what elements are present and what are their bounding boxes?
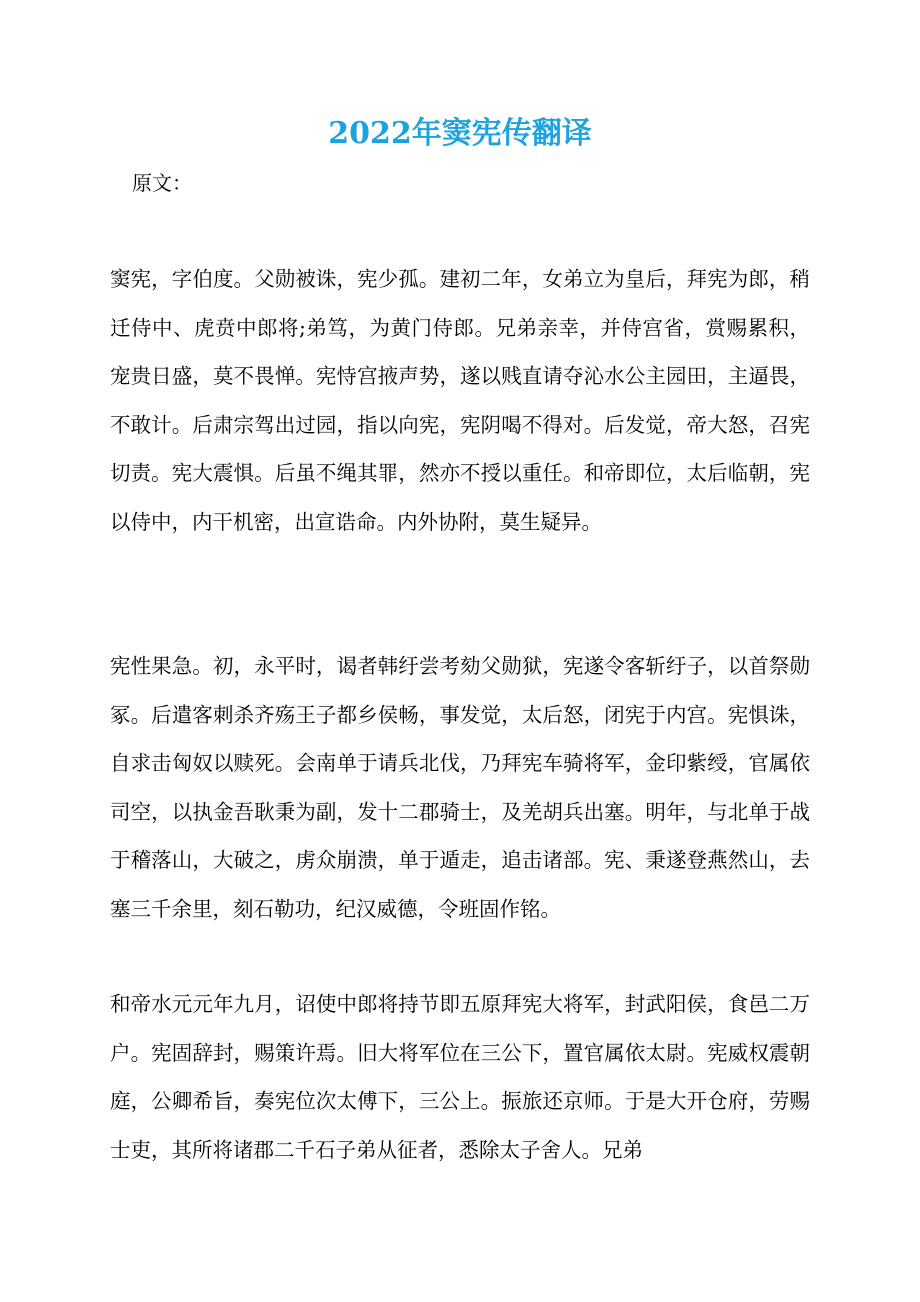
paragraph-3: 和帝水元元年九月，诏使中郎将持节即五原拜宪大将军，封武阳侯，食邑二万户。宪固辞封，赐策许焉。旧大将军位在三公下，置官属依太尉。宪威权震朝庭，公卿希旨，奏宪位次太傅下，三公上。振旅还京师。于是大开仓府，劳赐士吏，其所将诸郡二千石子弟从征者，悉除太子舍人。兄弟 (110, 992, 810, 1162)
section-label: 原文： (132, 171, 192, 195)
document-title: 2022年窦宪传翻译 (328, 116, 592, 151)
paragraph-2: 宪性果急。初，永平时，谒者韩纡尝考劾父勋狱，宪遂令客斩纡子，以首祭勋冢。后遣客刺杀齐殇王子都乡侯畅，事发觉，太后怒，闭宪于内宫。宪惧诛，自求击匈奴以赎死。会南单于请兵北伐，乃拜宪车骑将军，金印紫绶，官属依司空，以执金吾耿秉为副，发十二郡骑士，及羌胡兵出塞。明年，与北单于战于稽落山，大破之，虏众崩溃，单于遁走，追击诸部。宪、秉遂登燕然山，去塞三千余里，刻石勒功，纪汉威德，令班固作铭。 (110, 654, 810, 921)
paragraph-1: 窦宪，字伯度。父勋被诛，宪少孤。建初二年，女弟立为皇后，拜宪为郎，稍迁侍中、虎贲中郎将;弟笃，为黄门侍郎。兄弟亲幸，并侍宫省，赏赐累积，宠贵日盛，莫不畏惮。宪恃宫掖声势，遂以贱直请夺沁水公主园田，主逼畏，不敢计。后肃宗驾出过园，指以向宪，宪阴喝不得对。后发觉，帝大怒，召宪切责。宪大震惧。后虽不绳其罪，然亦不授以重任。和帝即位，太后临朝，宪以侍中，内干机密，出宣诰命。内外协附，莫生疑异。 (110, 267, 810, 534)
